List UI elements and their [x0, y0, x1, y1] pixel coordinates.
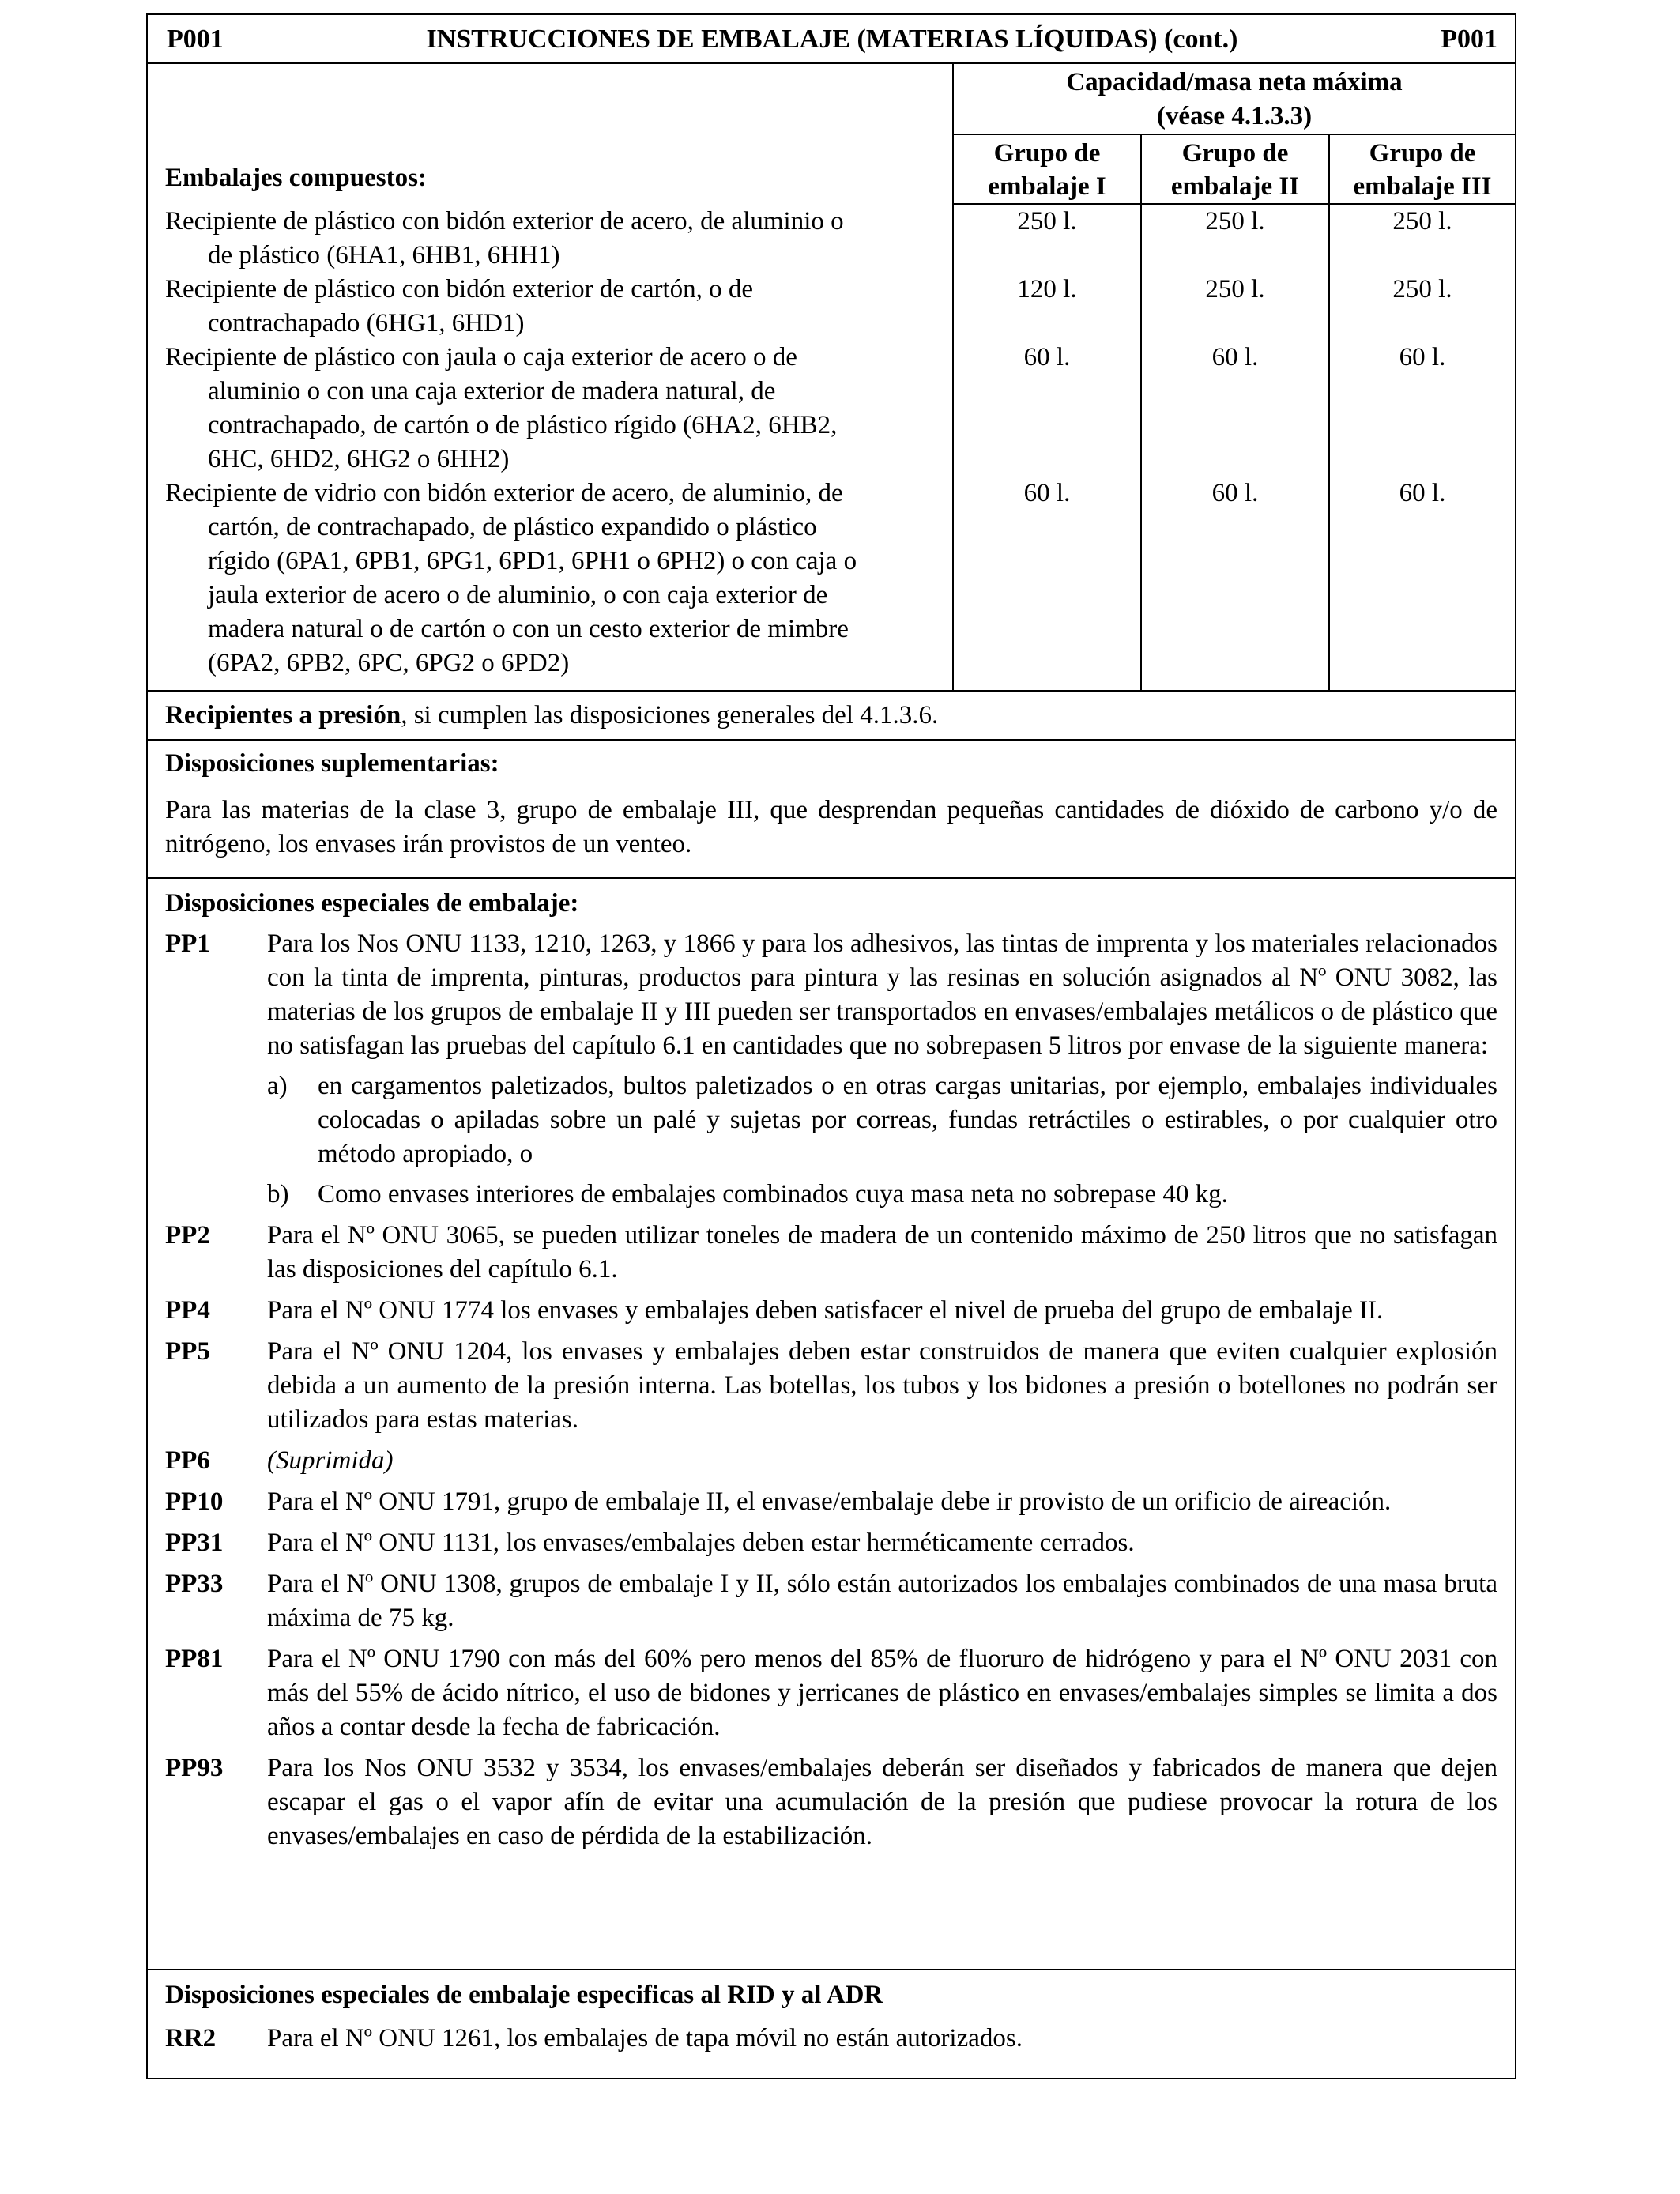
- rid-adr-provision-list: [165, 2022, 1497, 2056]
- composite-item-line: madera natural o de cartón o con un cesto exterior de mimbre: [208, 615, 849, 643]
- provision-text: Para los Nos ONU 3532 y 3534, los envases/embalajes deberán ser diseñados y fabricados de manera que dejen escapar el gas o el vapor afín de evitar una acumulación de la presión que pudiese provocar la rotura de los envases/embalajes en caso de pérdida de la estabilización.: [267, 1754, 1497, 1850]
- composite-item-line: Recipiente de plástico con jaula o caja exterior de acero o de: [165, 343, 797, 371]
- group-header-i: Grupo de embalaje I: [952, 135, 1140, 205]
- composite-heading: Embalajes compuestos:: [165, 164, 427, 192]
- supplementary-provisions: [148, 741, 1515, 879]
- capacity-value: 250 l.: [1392, 275, 1452, 303]
- provision-pp5: [165, 1335, 1497, 1437]
- provision-code: RR2: [165, 2024, 217, 2053]
- provision-pp93: [165, 1751, 1497, 1853]
- composite-item-line: Recipiente de plástico con bidón exterior de cartón, o de: [165, 275, 754, 303]
- capacity-value: 60 l.: [1399, 343, 1446, 371]
- provision-pp1: [165, 927, 1497, 1212]
- capacity-value: 250 l.: [1205, 207, 1265, 236]
- subitem-letter: a): [267, 1072, 288, 1100]
- provision-pp81: [165, 1642, 1497, 1744]
- composite-item-line: contrachapado, de cartón o de plástico rígido (6HA2, 6HB2,: [208, 411, 838, 439]
- capacity-value: 60 l.: [1211, 479, 1259, 507]
- composite-item-line: cartón, de contrachapado, de plástico expandido o plástico: [208, 513, 817, 541]
- code-left: P001: [167, 24, 224, 54]
- composite-item-line: rígido (6PA1, 6PB1, 6PG1, 6PD1, 6PH1 o 6PH2) o con caja o: [208, 547, 857, 575]
- special-heading: Disposiciones especiales de embalaje:: [165, 889, 579, 918]
- provision-code: PP93: [165, 1754, 224, 1782]
- provision-text: Para el Nº ONU 3065, se pueden utilizar toneles de madera de un contenido máximo de 250 litros que no satisfagan las disposiciones del capítulo 6.1.: [267, 1221, 1497, 1284]
- capacity-value: 250 l.: [1017, 207, 1077, 236]
- composite-item-line: 6HC, 6HD2, 6HG2 o 6HH2): [208, 445, 510, 473]
- provision-code: PP4: [165, 1296, 210, 1325]
- subitem-letter: b): [267, 1180, 289, 1208]
- code-right: P001: [1441, 24, 1497, 54]
- provision-rr2: [165, 2022, 1497, 2056]
- composite-item: [165, 477, 943, 680]
- composite-item-line: jaula exterior de acero o de aluminio, o con caja exterior de: [208, 581, 828, 609]
- capacity-value: 60 l.: [1023, 479, 1071, 507]
- capacity-value: 60 l.: [1211, 343, 1259, 371]
- capacity-header: Capacidad/masa neta máxima (véase 4.1.3.3): [952, 64, 1515, 135]
- provision-subitem: [267, 1069, 1497, 1171]
- packing-instruction-table: [146, 13, 1516, 2079]
- provision-pp33: [165, 1567, 1497, 1635]
- provision-text: Para los Nos ONU 1133, 1210, 1263, y 1866 y para los adhesivos, las tintas de imprenta y los materiales relacionados con la tinta de imprenta, pinturas, productos para pintura y las resinas en solución asignados al Nº ONU 3082, las materias de los grupos de embalaje II y III pueden ser transportados en envases/embalajes metálicos o de plástico que no satisfagan las pruebas del capítulo 6.1 en cantidades que no sobrepasen 5 litros por envase de la siguiente manera:: [267, 929, 1497, 1060]
- composite-item-line: contrachapado (6HG1, 6HD1): [208, 309, 525, 337]
- composite-item-line: Recipiente de vidrio con bidón exterior de acero, de aluminio, de: [165, 479, 843, 507]
- group-header-iii: Grupo de embalaje III: [1328, 135, 1515, 205]
- provision-pp6: [165, 1444, 1497, 1478]
- provision-text: Para el Nº ONU 1791, grupo de embalaje II, el envase/embalaje debe ir provisto de un orificio de aireación.: [267, 1487, 1392, 1516]
- provision-text: Para el Nº ONU 1204, los envases y embalajes deben estar construidos de manera que eviten cualquier explosión debida a un aumento de la presión interna. Las botellas, los tubos y los bidones a presión o botellones no podrán ser utilizados para estas materias.: [267, 1337, 1497, 1434]
- rid-adr-heading: Disposiciones especiales de embalaje especificas al RID y al ADR: [165, 1981, 883, 2009]
- provision-text: Para el Nº ONU 1790 con más del 60% pero menos del 85% de fluoruro de hidrógeno y para el Nº ONU 2031 con más del 55% de ácido nítrico, el uso de bidones y jerricanes de plástico en envases/embalajes simples se limita a dos años a contar desde la fecha de fabricación.: [267, 1645, 1497, 1741]
- composite-item-line: (6PA2, 6PB2, 6PC, 6PG2 o 6PD2): [208, 649, 570, 677]
- rid-adr-provisions: [148, 1970, 1515, 2095]
- subitem-text: Como envases interiores de embalajes combinados cuya masa neta no sobrepase 40 kg.: [318, 1180, 1228, 1208]
- values-group-i: [952, 205, 1140, 690]
- composite-item-line: aluminio o con una caja exterior de madera natural, de: [208, 377, 776, 405]
- pressure-receptacles-row: [148, 692, 1515, 741]
- provision-pp4: [165, 1294, 1497, 1328]
- composite-item: [165, 341, 943, 477]
- provision-code: PP1: [165, 929, 210, 958]
- capacity-value: 120 l.: [1017, 275, 1077, 303]
- pressure-label: Recipientes a presión: [165, 700, 401, 729]
- values-group-iii: [1328, 205, 1515, 690]
- provision-text: Para el Nº ONU 1308, grupos de embalaje I y II, sólo están autorizados los embalajes combinados de una masa bruta máxima de 75 kg.: [267, 1570, 1497, 1632]
- pressure-text: , si cumplen las disposiciones generales del 4.1.3.6.: [401, 700, 939, 729]
- capacity-value: 60 l.: [1399, 479, 1446, 507]
- values-group-ii: [1140, 205, 1328, 690]
- provision-code: PP33: [165, 1570, 224, 1598]
- provision-code: PP10: [165, 1487, 224, 1516]
- provision-code: PP2: [165, 1221, 210, 1250]
- composite-item: [165, 273, 943, 341]
- capacity-value: 60 l.: [1023, 343, 1071, 371]
- provision-text: Para el Nº ONU 1774 los envases y embalajes deben satisfacer el nivel de prueba del grupo de embalaje II.: [267, 1296, 1384, 1325]
- provision-code: PP81: [165, 1645, 224, 1673]
- provision-code: PP5: [165, 1337, 210, 1366]
- provision-subitem: [267, 1178, 1497, 1212]
- composite-item-line: Recipiente de plástico con bidón exterior de acero, de aluminio o: [165, 207, 844, 236]
- special-provision-list: [165, 927, 1497, 1853]
- provision-code: PP31: [165, 1529, 224, 1557]
- provision-pp2: [165, 1219, 1497, 1287]
- group-header-ii: Grupo de embalaje II: [1140, 135, 1328, 205]
- provision-text: Para el Nº ONU 1261, los embalajes de tapa móvil no están autorizados.: [267, 2024, 1023, 2053]
- composite-items: [148, 205, 952, 690]
- capacity-value: 250 l.: [1392, 207, 1452, 236]
- provision-text: Para el Nº ONU 1131, los envases/embalajes deben estar herméticamente cerrados.: [267, 1529, 1135, 1557]
- provision-pp10: [165, 1485, 1497, 1519]
- supplementary-heading: Disposiciones suplementarias:: [165, 749, 499, 778]
- composite-item: [165, 205, 943, 273]
- title-row: [148, 15, 1515, 64]
- provision-text: (Suprimida): [267, 1446, 394, 1475]
- supplementary-text: Para las materias de la clase 3, grupo de embalaje III, que desprendan pequeñas cantidades de dióxido de carbono y/o de nitrógeno, los envases irán provistos de un venteo.: [165, 796, 1497, 858]
- provision-code: PP6: [165, 1446, 210, 1475]
- composite-packagings-table: [148, 64, 1515, 692]
- provision-pp31: [165, 1526, 1497, 1560]
- composite-item-line: de plástico (6HA1, 6HB1, 6HH1): [208, 241, 560, 270]
- special-packing-provisions: [148, 879, 1515, 1970]
- subitem-text: en cargamentos paletizados, bultos paletizados o en otras cargas unitarias, por ejemplo, embalajes individuales colocadas o apiladas sobre un palé y sujetas por correas, fundas retráctiles o estirables, o por cualquier otro método apropiado, o: [318, 1072, 1497, 1168]
- page-title: INSTRUCCIONES DE EMBALAJE (MATERIAS LÍQUIDAS) (cont.): [426, 24, 1238, 54]
- capacity-value: 250 l.: [1205, 275, 1265, 303]
